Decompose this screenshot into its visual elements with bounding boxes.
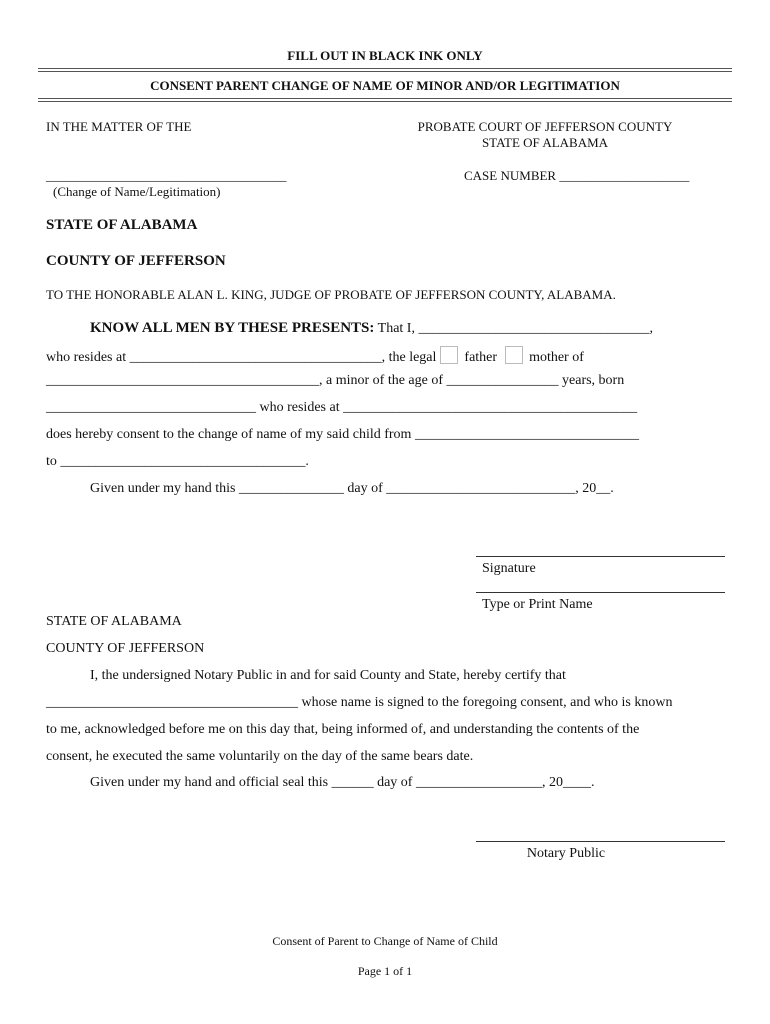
consent-line-2 bbox=[46, 346, 584, 366]
parent-name-field[interactable]: That I, _________________________________, bbox=[374, 321, 653, 336]
presents-lead: KNOW ALL MEN BY THESE PRESENTS: bbox=[90, 320, 375, 336]
notary-line-2[interactable]: ____________________________________ whose name is signed to the foregoing consent, and who is known bbox=[46, 695, 673, 710]
matter-label: IN THE MATTER OF THE bbox=[46, 119, 192, 134]
notary-county: COUNTY OF JEFFERSON bbox=[46, 641, 205, 656]
notary-signature-line[interactable] bbox=[476, 841, 725, 842]
notary-line-5[interactable]: Given under my hand and official seal this ______ day of __________________, 20____. bbox=[90, 775, 595, 790]
consent-line-1 bbox=[90, 320, 653, 337]
consent-line-7[interactable]: Given under my hand this _______________ day of ___________________________, 20__. bbox=[90, 481, 614, 496]
notary-label: Notary Public bbox=[526, 846, 606, 861]
consent-line-3[interactable]: _______________________________________, a minor of the age of ________________ years, born bbox=[46, 373, 625, 388]
notary-state: STATE OF ALABAMA bbox=[46, 614, 182, 629]
court-state: STATE OF ALABAMA bbox=[481, 135, 609, 150]
footer-form-title: Consent of Parent to Change of Name of Child bbox=[272, 934, 498, 948]
matter-name-field[interactable]: _____________________________________ bbox=[46, 168, 287, 183]
header-rule-top-double bbox=[38, 71, 732, 72]
venue-state: STATE OF ALABAMA bbox=[46, 217, 198, 233]
form-title: CONSENT PARENT CHANGE OF NAME OF MINOR AND/OR LEGITIMATION bbox=[150, 78, 620, 93]
consent-line-5[interactable]: does hereby consent to the change of name of my said child from ________________________________ bbox=[46, 427, 639, 442]
ink-notice: FILL OUT IN BLACK INK ONLY bbox=[287, 48, 483, 63]
consent-line-4[interactable]: ______________________________ who resides at __________________________________________ bbox=[46, 400, 638, 415]
case-number-field[interactable]: CASE NUMBER ____________________ bbox=[464, 168, 690, 183]
notary-line-3: to me, acknowledged before me on this day that, being informed of, and understanding the contents of the bbox=[46, 722, 640, 737]
father-label: father bbox=[464, 350, 498, 365]
page-number: Page 1 of 1 bbox=[357, 964, 413, 978]
header-rule-bottom bbox=[38, 98, 732, 99]
notary-line-4: consent, he executed the same voluntarily on the day of the same bears date. bbox=[46, 749, 474, 764]
notary-line-1: I, the undersigned Notary Public in and for said County and State, hereby certify that bbox=[90, 668, 566, 683]
mother-checkbox[interactable] bbox=[505, 346, 523, 364]
father-checkbox[interactable] bbox=[440, 346, 458, 364]
mother-label: mother of bbox=[529, 350, 584, 365]
court-name: PROBATE COURT OF JEFFERSON COUNTY bbox=[417, 119, 673, 134]
residence-field[interactable]: who resides at ____________________________________, the legal bbox=[46, 350, 437, 365]
matter-note: (Change of Name/Legitimation) bbox=[53, 184, 221, 199]
consent-line-6[interactable]: to ___________________________________. bbox=[46, 454, 309, 469]
venue-county: COUNTY OF JEFFERSON bbox=[46, 253, 226, 269]
address-line: TO THE HONORABLE ALAN L. KING, JUDGE OF PROBATE OF JEFFERSON COUNTY, ALABAMA. bbox=[46, 287, 616, 302]
header-rule-top bbox=[38, 68, 732, 69]
print-name-label: Type or Print Name bbox=[482, 597, 593, 612]
signature-label: Signature bbox=[482, 561, 536, 576]
print-name-line[interactable] bbox=[476, 592, 725, 593]
header-rule-bottom-double bbox=[38, 101, 732, 102]
signature-line[interactable] bbox=[476, 556, 725, 557]
